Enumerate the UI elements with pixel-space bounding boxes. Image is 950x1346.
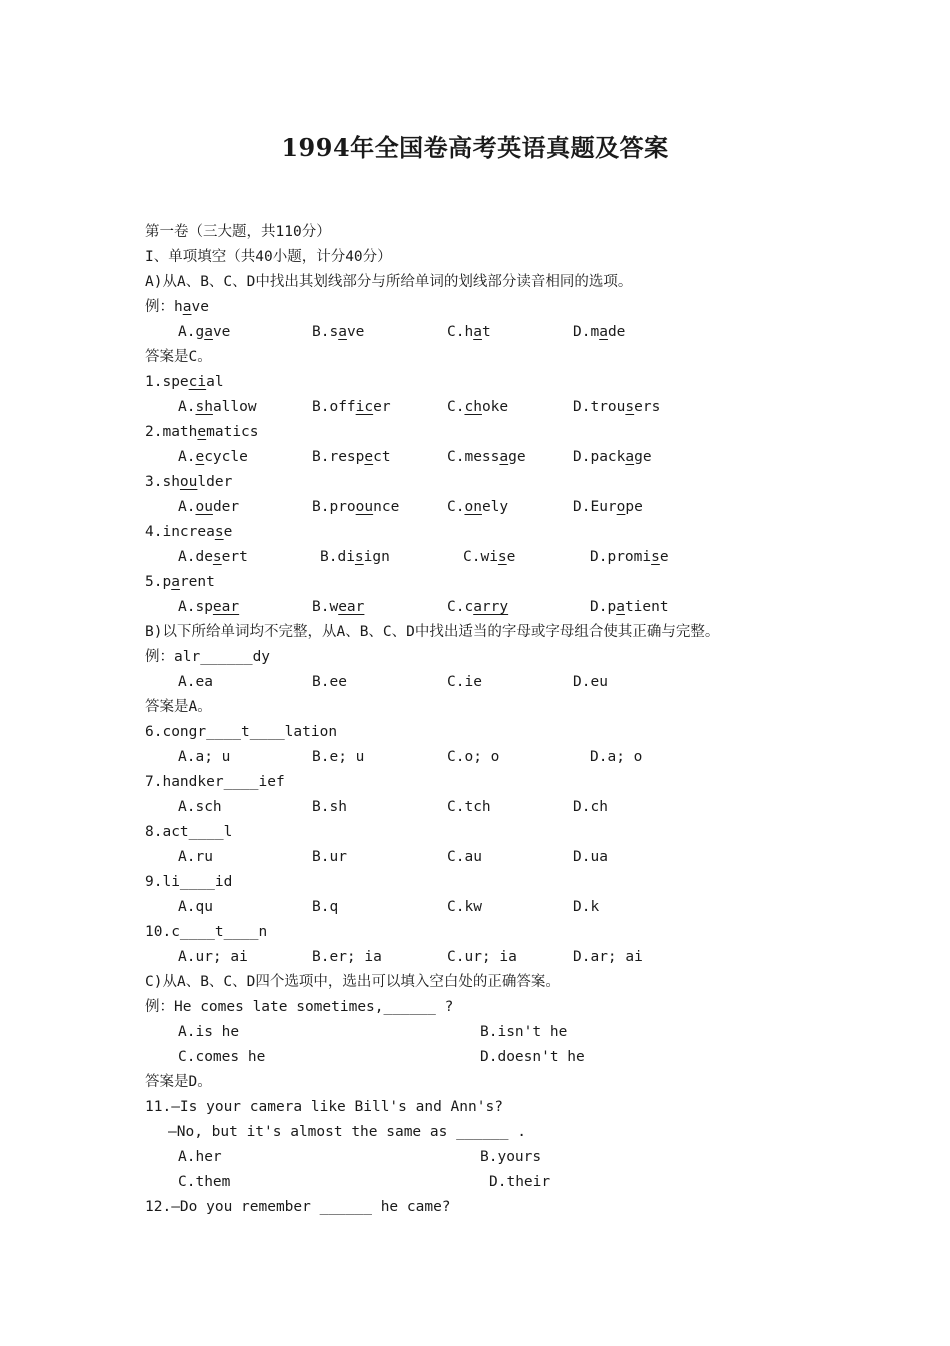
question-7-options (145, 795, 865, 820)
option-a: A.ur; ai (178, 949, 248, 965)
option-c: C.o; o (447, 749, 500, 765)
option-c: C.wise (463, 549, 516, 565)
option-d: D.their (489, 1174, 551, 1190)
section-b-instruction: B)以下所给单词均不完整，从A、B、C、D中找出适当的字母或字母组合使其正确与完整。 (145, 624, 720, 640)
option-d: D.patient (590, 599, 669, 615)
question-3-options (145, 495, 865, 520)
option-d: D.package (573, 449, 652, 465)
option-d: D.doesn't he (480, 1049, 585, 1065)
option-b: B.ee (312, 674, 347, 690)
option-b: B.q (312, 899, 339, 915)
option-a: A.her (178, 1149, 222, 1165)
option-b: B.respect (312, 449, 391, 465)
example-a-answer: 答案是C。 (145, 349, 212, 365)
example-c-question: 例：He comes late sometimes,______ ? (145, 999, 454, 1015)
part-heading: 第一卷（三大题，共110分） (145, 224, 331, 240)
option-a: A.ea (178, 674, 213, 690)
option-d: D.trousers (573, 399, 661, 415)
example-b-question: 例：alr______dy (145, 649, 271, 665)
option-d: D.ch (573, 799, 608, 815)
question-11: 11.—Is your camera like Bill's and Ann's? (145, 1099, 503, 1115)
option-b: B.ur (312, 849, 347, 865)
option-b: B.yours (480, 1149, 542, 1165)
option-b: B.er; ia (312, 949, 382, 965)
question-6: 6.congr____t____lation (145, 724, 338, 740)
option-c: C.choke (447, 399, 509, 415)
option-c: C.au (447, 849, 482, 865)
section-c-instruction: C)从A、B、C、D四个选项中，选出可以填入空白处的正确答案。 (145, 974, 560, 990)
question-11-reply: —No, but it's almost the same as ______ . (168, 1124, 526, 1140)
option-b: B.disign (320, 549, 390, 565)
option-a: A.ru (178, 849, 213, 865)
option-d: D.eu (573, 674, 608, 690)
question-1-options (145, 395, 865, 420)
example-a-question: 例：have (145, 299, 209, 315)
question-10-options (145, 945, 865, 970)
section-heading: I、单项填空（共40小题，计分40分） (145, 249, 392, 265)
question-4-options (145, 545, 865, 570)
option-c: C.hat (447, 324, 491, 340)
question-10: 10.c____t____n (145, 924, 268, 940)
section-a-instruction: A)从A、B、C、D中找出其划线部分与所给单词的划线部分读音相同的选项。 (145, 274, 633, 290)
question-6-options (145, 745, 865, 770)
option-a: A.is he (178, 1024, 240, 1040)
question-12: 12.—Do you remember ______ he came? (145, 1199, 451, 1215)
question-11-options-row1 (145, 1145, 865, 1170)
option-b: B.sh (312, 799, 347, 815)
question-9: 9.li____id (145, 874, 233, 890)
option-a: A.a; u (178, 749, 231, 765)
question-3: 3.shoulder (145, 474, 233, 490)
question-9-options (145, 895, 865, 920)
option-b: B.save (312, 324, 365, 340)
option-a: A.desert (178, 549, 248, 565)
question-11-options-row2 (145, 1170, 865, 1195)
option-a: A.gave (178, 324, 231, 340)
question-8: 8.act____l (145, 824, 233, 840)
option-c: C.kw (447, 899, 482, 915)
option-d: D.Europe (573, 499, 643, 515)
option-a: A.spear (178, 599, 240, 615)
example-c-options-row1 (145, 1020, 865, 1045)
example-c-answer: 答案是D。 (145, 1074, 212, 1090)
option-c: C.message (447, 449, 526, 465)
option-c: C.tch (447, 799, 491, 815)
question-1: 1.special (145, 374, 224, 390)
option-d: D.promise (590, 549, 669, 565)
option-b: B.isn't he (480, 1024, 568, 1040)
example-c-options-row2 (145, 1045, 865, 1070)
option-b: B.officer (312, 399, 391, 415)
option-d: D.made (573, 324, 626, 340)
option-a: A.ouder (178, 499, 240, 515)
option-a: A.shallow (178, 399, 257, 415)
underlined-part: a (182, 299, 192, 315)
option-b: B.wear (312, 599, 365, 615)
option-d: D.a; o (590, 749, 643, 765)
question-4: 4.increase (145, 524, 233, 540)
option-c: C.ie (447, 674, 482, 690)
option-d: D.k (573, 899, 600, 915)
option-a: A.sch (178, 799, 222, 815)
exam-content (145, 220, 865, 1220)
question-2: 2.mathematics (145, 424, 259, 440)
option-d: D.ua (573, 849, 608, 865)
question-5-options (145, 595, 865, 620)
option-c: C.carry (447, 599, 509, 615)
example-b-answer: 答案是A。 (145, 699, 212, 715)
option-a: A.qu (178, 899, 213, 915)
option-a: A.ecycle (178, 449, 248, 465)
question-8-options (145, 845, 865, 870)
option-c: C.ur; ia (447, 949, 517, 965)
example-b-options (145, 670, 865, 695)
option-c: C.them (178, 1174, 231, 1190)
example-a-options (145, 320, 865, 345)
page-title: 1994年全国卷高考英语真题及答案 (281, 133, 669, 162)
question-5: 5.parent (145, 574, 215, 590)
option-b: B.proounce (312, 499, 400, 515)
option-c: C.onely (447, 499, 509, 515)
option-b: B.e; u (312, 749, 365, 765)
question-7: 7.handker____ief (145, 774, 285, 790)
option-d: D.ar; ai (573, 949, 643, 965)
question-2-options (145, 445, 865, 470)
option-c: C.comes he (178, 1049, 266, 1065)
